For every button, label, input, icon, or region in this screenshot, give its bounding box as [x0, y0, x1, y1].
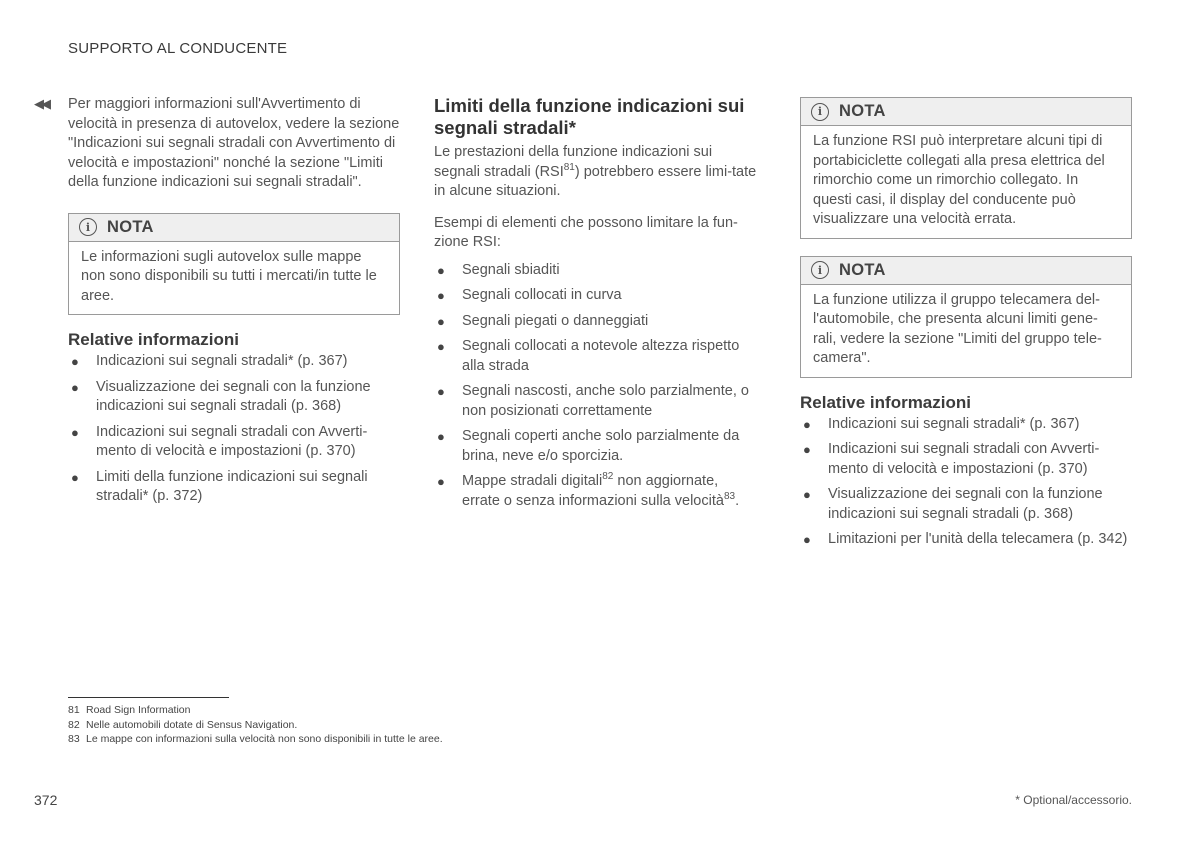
note-box [800, 97, 1132, 239]
bullet-icon: ● [437, 429, 445, 444]
bullet-icon: ● [803, 442, 811, 457]
related-link[interactable]: ● Indicazioni sui segnali stradali con Avverti-mento di velocità e impostazioni (p. 370) [803, 441, 1100, 477]
note-box [800, 256, 1132, 378]
related-title: Relative informazioni [800, 392, 971, 412]
note-body: La funzione RSI può interpretare alcuni tipi di portabiciclette collegati alla presa elettrica del rimorchio come un rimorchio collegato. In questi casi, il display del conducente può visualizzare una velocità errata. [813, 133, 1105, 227]
note-title: NOTA [107, 217, 154, 236]
list-item: ● Mappe stradali digitali$^{82}$ non aggiornate, errate o senza informazioni sulla velocità$^{83}$. [437, 471, 740, 509]
related-link[interactable]: ● Indicazioni sui segnali stradali con Avverti-mento di velocità e impostazioni (p. 370) [71, 423, 368, 459]
list-item: ● Segnali piegati o danneggiati [434, 312, 759, 332]
bullet-icon: ● [803, 416, 811, 432]
bullet-icon: ● [437, 262, 445, 278]
note-title: NOTA [839, 260, 886, 279]
bullet-icon: ● [437, 288, 445, 303]
bullet-icon: ● [437, 384, 445, 399]
list-item: ● Segnali coperti anche solo parzialmente da brina, neve e/o sporcizia. [437, 428, 740, 464]
related-list [800, 415, 1132, 550]
list-item: ● Segnali collocati a notevole altezza rispetto alla strada [437, 338, 740, 374]
note-title: NOTA [839, 102, 886, 120]
optional-note: * Optional/accessorio. [1015, 793, 1132, 807]
bullet-icon: ● [71, 424, 79, 440]
list-item: ● Segnali collocati in curva [434, 286, 759, 306]
info-icon: i [79, 218, 97, 236]
bullet-icon: ● [437, 474, 445, 489]
footnote-divider [68, 697, 229, 698]
bullet-icon: ● [71, 379, 79, 395]
bullet-icon: ● [437, 313, 445, 329]
info-icon: i [811, 103, 829, 121]
list-item: ● Segnali nascosti, anche solo parzialmente, o non posizionati correttamente [437, 383, 749, 419]
related-link[interactable]: ● Limiti della funzione indicazioni sui segnali stradali* (p. 372) [71, 468, 368, 504]
column-3 [800, 97, 1132, 556]
related-link[interactable]: ● Visualizzazione dei segnali con la funzione indicazioni sui segnali stradali (p. 368) [803, 486, 1103, 522]
related-link[interactable]: ● Indicazioni sui segnali stradali* (p. 367) [68, 352, 400, 372]
column-1 [68, 95, 400, 513]
page-header: SUPPORTO AL CONDUCENTE [68, 40, 288, 57]
related-link[interactable]: ● Limitazioni per l'unità della telecamera (p. 342) [800, 530, 1132, 550]
intro-paragraph: Per maggiori informazioni sull'Avvertimento di velocità in presenza di autovelox, vedere la sezione "Indicazioni sui segnali stradali con Avvertimento di velocità e impostazioni" nonché la sezione "Limiti della funzione indicazioni sui segnali stradali". [68, 96, 400, 190]
related-list [68, 352, 400, 507]
section-heading: Limiti della funzione indicazioni sui segnali stradali* [434, 95, 745, 138]
note-header [801, 98, 1131, 126]
examples-list [434, 261, 759, 512]
note-header [801, 257, 1131, 285]
info-icon: i [811, 261, 829, 279]
note-body: La funzione utilizza il gruppo telecamera del-l'automobile, che presenta alcuni limiti gene-rali, vedere la sezione "Limiti del gruppo tele-camera". [813, 291, 1102, 366]
related-link[interactable]: ● Visualizzazione dei segnali con la funzione indicazioni sui segnali stradali (p. 368) [71, 378, 371, 414]
note-box [68, 213, 400, 316]
footnote-ref[interactable]: 82 [602, 471, 614, 483]
related-title: Relative informazioni [68, 330, 239, 349]
section-intro: Le prestazioni della funzione indicazioni sui segnali stradali (RSI$^{81}$) potrebbero essere limi-tate in alcune situazioni. [434, 144, 757, 199]
note-header [69, 214, 399, 242]
related-link[interactable]: ● Indicazioni sui segnali stradali* (p. 367) [800, 415, 1132, 435]
footnotes [68, 697, 568, 747]
note-body: Le informazioni sugli autovelox sulle mappe non sono disponibili su tutti i mercati/in tutte le aree. [81, 248, 377, 304]
column-2 [434, 95, 759, 517]
footnote-ref[interactable]: 81 [563, 161, 575, 173]
bullet-icon: ● [803, 532, 811, 547]
page-number: 372 [34, 792, 58, 808]
bullet-icon: ● [71, 469, 79, 485]
footnote: 83 Le mappe con informazioni sulla velocità non sono disponibili in tutte le aree. [68, 733, 443, 745]
bullet-icon: ● [71, 354, 79, 369]
continuation-icon: ◀◀ [34, 96, 48, 111]
footnote: 81 Road Sign Information [68, 704, 191, 716]
bullet-icon: ● [803, 487, 811, 502]
bullet-icon: ● [437, 339, 445, 354]
examples-intro: Esempi di elementi che possono limitare la fun-zione RSI: [434, 214, 738, 250]
footnote-ref[interactable]: 83 [723, 490, 736, 502]
list-item: ● Segnali sbiaditi [434, 261, 759, 281]
footnote: 82 Nelle automobili dotate di Sensus Navigation. [68, 718, 298, 731]
